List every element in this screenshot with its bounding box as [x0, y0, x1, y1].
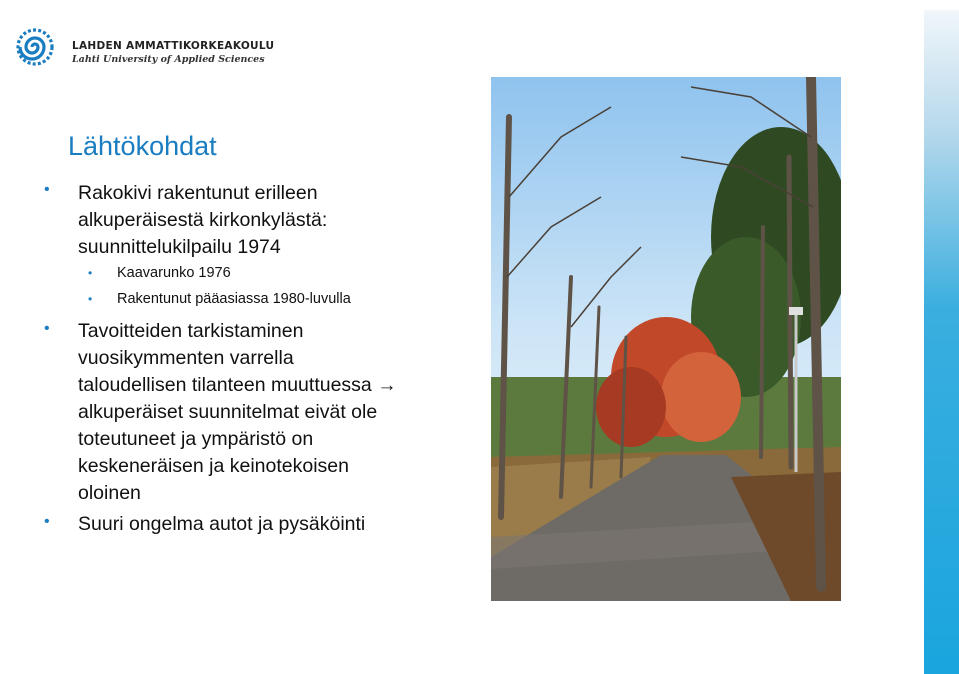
bullet-1-line-1: Rakokivi rakentunut erilleen [78, 182, 318, 204]
bullet-2-line-7: oloinen [78, 482, 141, 504]
sub-bullet-2: Rakentunut pääasiassa 1980-luvulla [117, 291, 351, 307]
bullet-2-line-4: alkuperäiset suunnitelmat eivät ole [78, 401, 378, 423]
bullet-1-line-3: suunnittelukilpailu 1974 [78, 236, 281, 258]
sub-bullet-marker: • [88, 266, 93, 280]
bullet-2-line-6: keskeneräisen ja keinotekoisen [78, 455, 350, 477]
sub-bullet-1: Kaavarunko 1976 [117, 265, 231, 281]
sub-bullet-marker: • [88, 292, 93, 306]
bullet-marker: • [44, 320, 50, 337]
logo-name-en: Lahti University of Applied Sciences [72, 54, 265, 65]
bullet-2-line-1: Tavoitteiden tarkistaminen [78, 320, 304, 342]
bullet-1-line-2: alkuperäisestä kirkonkylästä: [78, 209, 328, 231]
spiral-logo-icon [10, 22, 60, 72]
bullet-2-line-5: toteutuneet ja ympäristö on [78, 428, 314, 450]
bullet-marker: • [44, 513, 50, 530]
bullet-marker: • [44, 181, 50, 198]
bullet-2-line-2: vuosikymmenten varrella [78, 347, 294, 369]
school-logo [10, 22, 275, 74]
bullet-3-line-1: Suuri ongelma autot ja pysäköinti [78, 513, 366, 535]
bullet-2-line-3: taloudellisen tilanteen muuttuessa → [78, 374, 397, 396]
slide-title: Lähtökohdat [68, 131, 217, 161]
park-path-photo [491, 77, 841, 601]
decorative-sidebar [924, 10, 959, 674]
logo-name-fi: LAHDEN AMMATTIKORKEAKOULU [72, 40, 275, 52]
